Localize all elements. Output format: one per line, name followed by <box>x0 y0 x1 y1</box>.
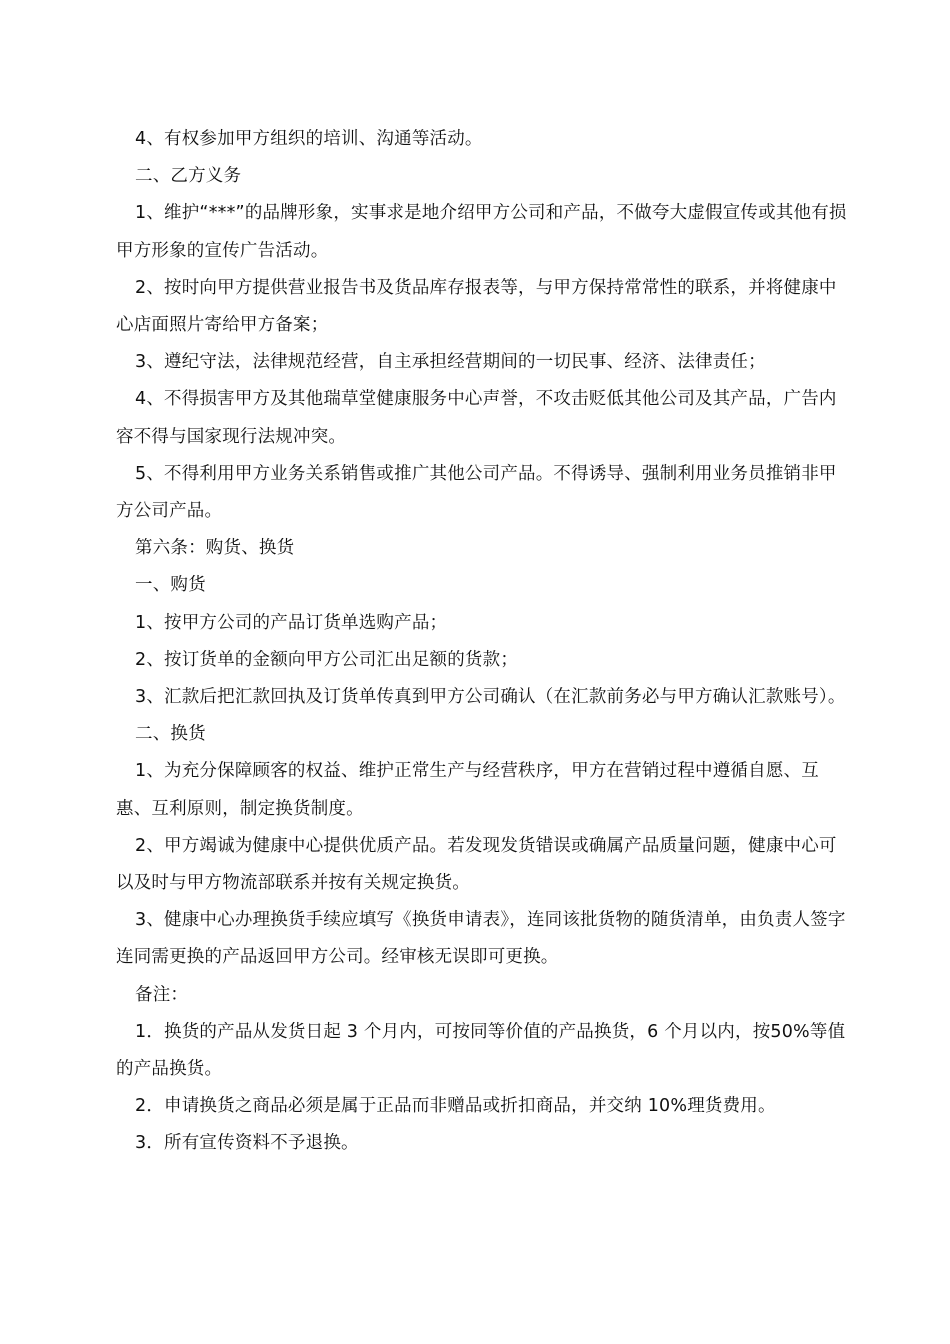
document-body <box>116 121 850 1163</box>
note-3: 3．所有宣传资料不予退换。 <box>135 1133 359 1154</box>
section-heading-purchase: 一、购货 <box>135 575 206 596</box>
paragraph-purchase-3: 3、汇款后把汇款回执及订货单传真到甲方公司确认（在汇款前务必与甲方确认汇款账号）。 <box>135 687 846 708</box>
note-2: 2．申请换货之商品必须是属于正品而非赠品或折扣商品，并交纳 10%理货费用。 <box>135 1096 776 1117</box>
article-heading-6: 第六条：购货、换货 <box>135 538 295 559</box>
paragraph-obligation-1: 1、维护“***”的品牌形象，实事求是地介绍甲方公司和产品，不做夸大虚假宣传或其他有损甲方形象的宣传广告活动。 <box>116 203 847 261</box>
paragraph-exchange-3: 3、健康中心办理换货手续应填写《换货申请表》，连同该批货物的随货清单，由负责人签字连同需更换的产品返回甲方公司。经审核无误即可更换。 <box>116 910 846 968</box>
note-1: 1．换货的产品从发货日起 3 个月内，可按同等价值的产品换货，6 个月以内，按50%等值的产品换货。 <box>116 1021 846 1080</box>
paragraph-purchase-2: 2、按订货单的金额向甲方公司汇出足额的货款； <box>135 649 519 670</box>
section-heading-party-b-obligations: 二、乙方义务 <box>135 166 242 187</box>
paragraph-obligation-5: 5、不得利用甲方业务关系销售或推广其他公司产品。不得诱导、强制利用业务员推销非甲方公司产品。 <box>116 463 837 522</box>
paragraph-exchange-2: 2、甲方竭诚为健康中心提供优质产品。若发现发货错误或确属产品质量问题，健康中心可以及时与甲方物流部联系并按有关规定换货。 <box>116 835 837 894</box>
section-heading-exchange: 二、换货 <box>135 724 206 745</box>
paragraph-obligation-2: 2、按时向甲方提供营业报告书及货品库存报表等，与甲方保持常常性的联系，并将健康中心店面照片寄给甲方备案； <box>116 277 837 336</box>
paragraph-obligation-4: 4、不得损害甲方及其他瑞草堂健康服务中心声誉，不攻击贬低其他公司及其产品，广告内容不得与国家现行法规冲突。 <box>116 389 837 447</box>
notes-heading: 备注： <box>135 984 189 1005</box>
paragraph-obligation-3: 3、遵纪守法，法律规范经营，自主承担经营期间的一切民事、经济、法律责任； <box>135 352 766 373</box>
paragraph-right-4: 4、有权参加甲方组织的培训、沟通等活动。 <box>135 129 483 149</box>
paragraph-exchange-1: 1、为充分保障顾客的权益、维护正常生产与经营秩序，甲方在营销过程中遵循自愿、互惠、互利原则，制定换货制度。 <box>116 761 819 819</box>
paragraph-purchase-1: 1、按甲方公司的产品订货单选购产品； <box>135 612 448 633</box>
